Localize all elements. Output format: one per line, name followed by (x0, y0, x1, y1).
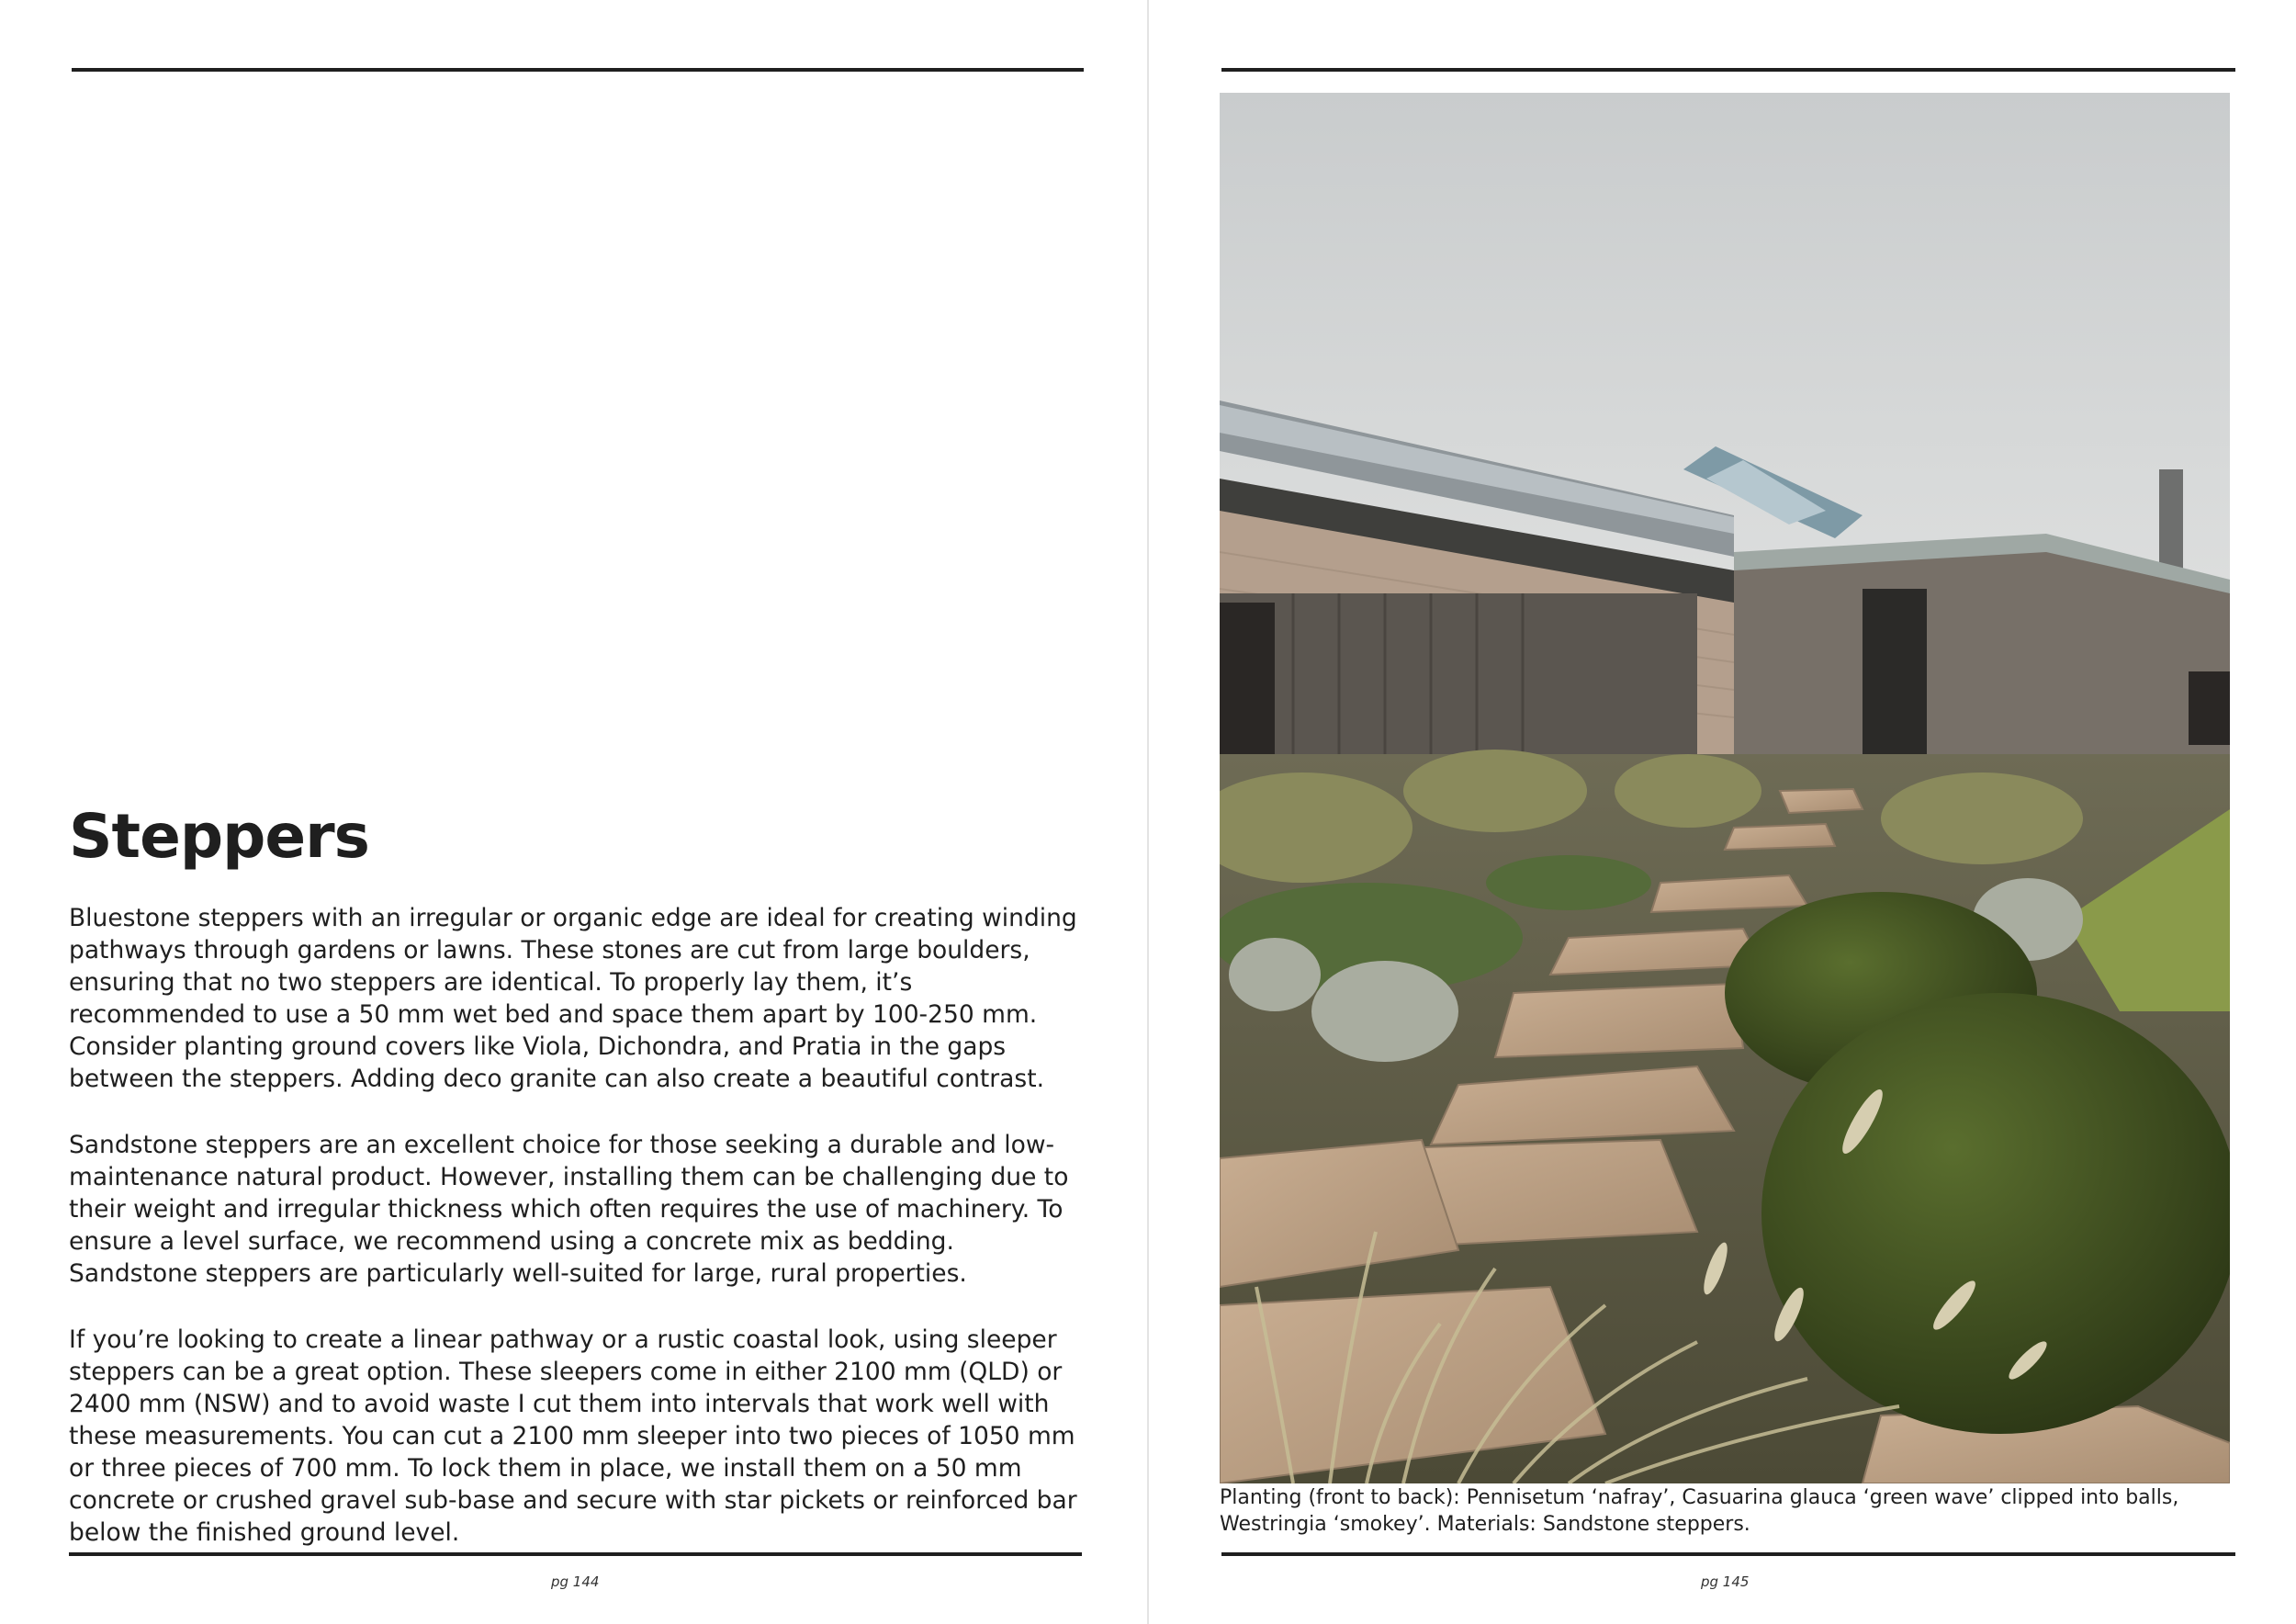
book-spine (1147, 0, 1149, 1624)
casuarina-ball (1761, 993, 2230, 1434)
left-bottom-rule (69, 1552, 1082, 1556)
garden-photo (1220, 93, 2230, 1483)
paragraph-sandstone: Sandstone steppers are an excellent choice for those seeking a durable and low-maintenance natural product. However, installing them can be challenging due to their weight and irregular thickness which often requires the use of machinery. To ensure a level surface, we recommend using a concrete mix as bedding. Sandstone steppers are particularly well-suited for large, rural properties. (69, 1131, 1069, 1288)
right-bottom-rule (1221, 1552, 2235, 1556)
section-heading: Steppers (69, 801, 369, 872)
chimney (2159, 469, 2183, 572)
photo-caption: Planting (front to back): Pennisetum ‘nafray’, Casuarina glauca ‘green wave’ clipped into balls, Westringia ‘smokey’. Materials: Sandstone steppers. (1220, 1486, 2179, 1536)
page-number-left: pg 144 (551, 1573, 600, 1590)
page-number-right: pg 145 (1701, 1573, 1750, 1590)
left-top-rule (72, 68, 1084, 72)
right-top-rule (1221, 68, 2235, 72)
paragraph-bluestone: Bluestone steppers with an irregular or organic edge are ideal for creating winding pathways through gardens or lawns. These stones are cut from large boulders, ensuring that no two steppers are identical. To properly lay them, it’s recommended to use a 50 mm wet bed and space them apart by 100-250 mm. Consider planting ground covers like Viola, Dichondra, and Pratia in the gaps between the steppers. Adding deco granite can also create a beautiful contrast. (69, 904, 1077, 1093)
paragraph-sleeper: If you’re looking to create a linear pathway or a rustic coastal look, using sleeper steppers can be a great option. These sleepers come in either 2100 mm (QLD) or 2400 mm (NSW) and to avoid waste I cut them into intervals that work well with these measurements. You can cut a 2100 mm sleeper into two pieces of 1050 mm or three pieces of 700 mm. To lock them in place, we install them on a 50 mm concrete or crushed gravel sub-base and secure with star pickets or reinforced bar below the finished ground level. (69, 1325, 1077, 1547)
timber-window (1220, 593, 1697, 777)
